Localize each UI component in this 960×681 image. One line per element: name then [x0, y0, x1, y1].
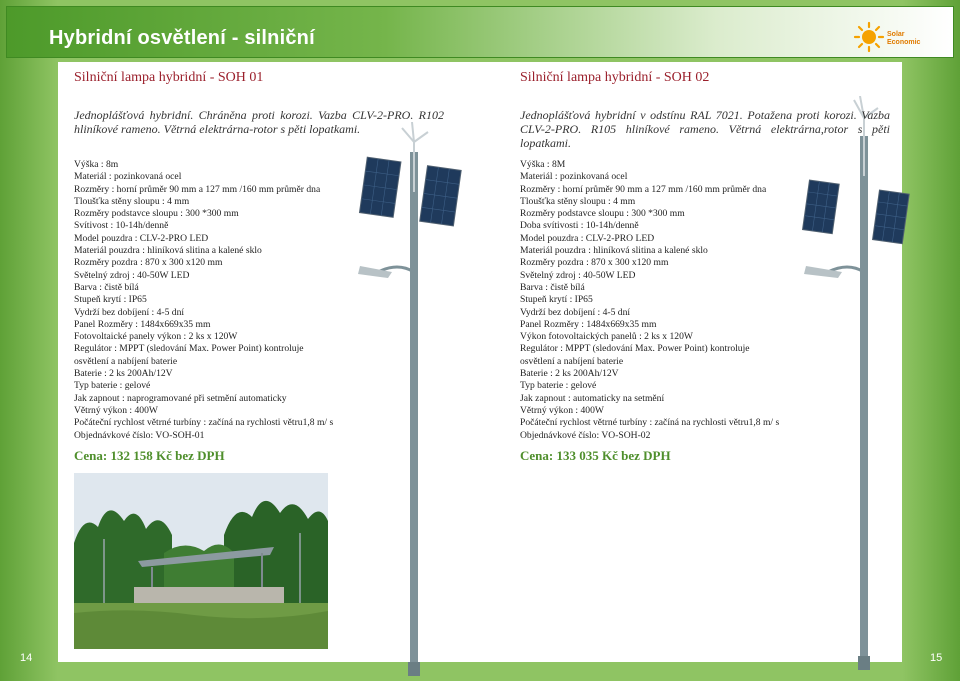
- spec-item: Barva : čistě bílá: [74, 281, 139, 293]
- product-price: Cena: 132 158 Kč bez DPH: [74, 448, 225, 463]
- page-number-left: 14: [20, 652, 33, 664]
- spec-item: Stupeň krytí : IP65: [74, 294, 147, 306]
- product-price: Cena: 133 035 Kč bez DPH: [520, 448, 671, 463]
- spec-item: osvětlení a nabíjení baterie: [520, 355, 624, 367]
- spec-item: Regulátor : MPPT (sledování Max. Power Point) kontroluje: [74, 343, 304, 355]
- spec-item: Model pouzdra : CLV-2-PRO LED: [74, 232, 209, 244]
- spec-item: osvětlení a nabíjení baterie: [74, 355, 178, 367]
- spec-item: Barva : čistě bílá: [520, 281, 585, 293]
- spec-item: Rozměry : horní průměr 90 mm a 127 mm /160 mm průměr dna: [520, 183, 767, 195]
- spec-item: Rozměry pozdra : 870 x 300 x120 mm: [520, 257, 669, 269]
- page-title: Hybridní osvětlení - silniční: [49, 27, 315, 49]
- spec-item: Počáteční rychlost větrné turbíny : začíná na rychlosti větru1,8 m/ s: [74, 417, 334, 429]
- product-title: Silniční lampa hybridní - SOH 01: [74, 70, 264, 85]
- spec-item: Jak zapnout : naprogramované při setmění automaticky: [74, 392, 287, 404]
- spec-item: Objednávkové číslo: VO-SOH-02: [520, 429, 651, 441]
- spec-item: Objednávkové číslo: VO-SOH-01: [74, 429, 205, 441]
- installation-photo: [74, 473, 328, 649]
- spec-item: Větrný výkon : 400W: [74, 404, 158, 416]
- spec-item: Světelný zdroj : 40-50W LED: [74, 269, 190, 281]
- spec-item: Baterie : 2 ks 200Ah/12V: [520, 368, 619, 380]
- spec-item: Doba svítivosti : 10-14h/denně: [520, 220, 639, 232]
- page-number-right: 15: [930, 652, 943, 664]
- spec-item: Větrný výkon : 400W: [520, 404, 604, 416]
- spec-item: Výkon fotovoltaických panelů : 2 ks x 120W: [520, 331, 693, 343]
- spec-item: Rozměry podstavce sloupu : 300 *300 mm: [74, 208, 239, 220]
- solar-economic-logo: [853, 21, 933, 57]
- spec-item: Panel Rozměry : 1484x669x35 mm: [520, 318, 657, 330]
- spec-item: Tloušťka stěny sloupu : 4 mm: [520, 195, 636, 207]
- spec-item: Výška : 8m: [74, 159, 119, 170]
- spec-item: Baterie : 2 ks 200Ah/12V: [74, 368, 173, 380]
- product-description: Jednoplášťová hybridní v odstínu RAL 7021. Potažena proti korozi. Vazba CLV-2-PRO. R105 hliníkové rameno. Větrná elektrárna,rotor s pěti lopatkami.: [520, 108, 890, 150]
- spec-item: Materiál : pozinkovaná ocel: [74, 171, 182, 183]
- spec-item: Typ baterie : gelové: [74, 380, 151, 392]
- spec-item: Regulátor : MPPT (sledování Max. Power Point) kontroluje: [520, 343, 750, 355]
- product-soh02: [520, 62, 920, 652]
- spec-item: Tloušťka stěny sloupu : 4 mm: [74, 195, 190, 207]
- spec-item: Panel Rozměry : 1484x669x35 mm: [74, 318, 211, 330]
- logo-line-1: Solar: [887, 31, 905, 38]
- spec-item: Jak zapnout : automaticky na setmění: [520, 392, 665, 404]
- spec-list: [520, 159, 850, 442]
- spec-item: Materiál pouzdra : hliníková slitina a kalené sklo: [74, 245, 262, 257]
- spec-list: [74, 159, 404, 442]
- spec-item: Materiál pouzdra : hliníková slitina a kalené sklo: [520, 245, 708, 257]
- spec-item: Typ baterie : gelové: [520, 380, 597, 392]
- spec-item: Výška : 8M: [520, 159, 566, 170]
- spec-item: Vydrží bez dobíjení : 4-5 dní: [74, 306, 185, 318]
- spec-item: Stupeň krytí : IP65: [520, 294, 593, 306]
- header-bar: [6, 6, 954, 58]
- content-page: [58, 62, 902, 662]
- spec-item: Světelný zdroj : 40-50W LED: [520, 269, 636, 281]
- spec-item: Materiál : pozinkovaná ocel: [520, 171, 628, 183]
- logo-line-2: Economic: [887, 39, 921, 46]
- product-description: Jednoplášťová hybridní. Chráněna proti korozi. Vazba CLV-2-PRO. R102 hliníkové rameno. Větrná elektrárna-rotor s pěti lopatkami.: [74, 108, 444, 136]
- spec-item: Rozměry podstavce sloupu : 300 *300 mm: [520, 208, 685, 220]
- spec-item: Rozměry pozdra : 870 x 300 x120 mm: [74, 257, 223, 269]
- spec-item: Počáteční rychlost větrné turbíny : začíná na rychlosti větru1,8 m/ s: [520, 417, 780, 429]
- sun-icon: [853, 21, 885, 53]
- spec-item: Rozměry : horní průměr 90 mm a 127 mm /160 mm průměr dna: [74, 183, 321, 195]
- spec-item: Vydrží bez dobíjení : 4-5 dní: [520, 306, 631, 318]
- product-title: Silniční lampa hybridní - SOH 02: [520, 70, 710, 85]
- spec-item: Model pouzdra : CLV-2-PRO LED: [520, 232, 655, 244]
- spec-item: Svítivost : 10-14h/denně: [74, 220, 169, 232]
- spec-item: Fotovoltaické panely výkon : 2 ks x 120W: [74, 331, 238, 343]
